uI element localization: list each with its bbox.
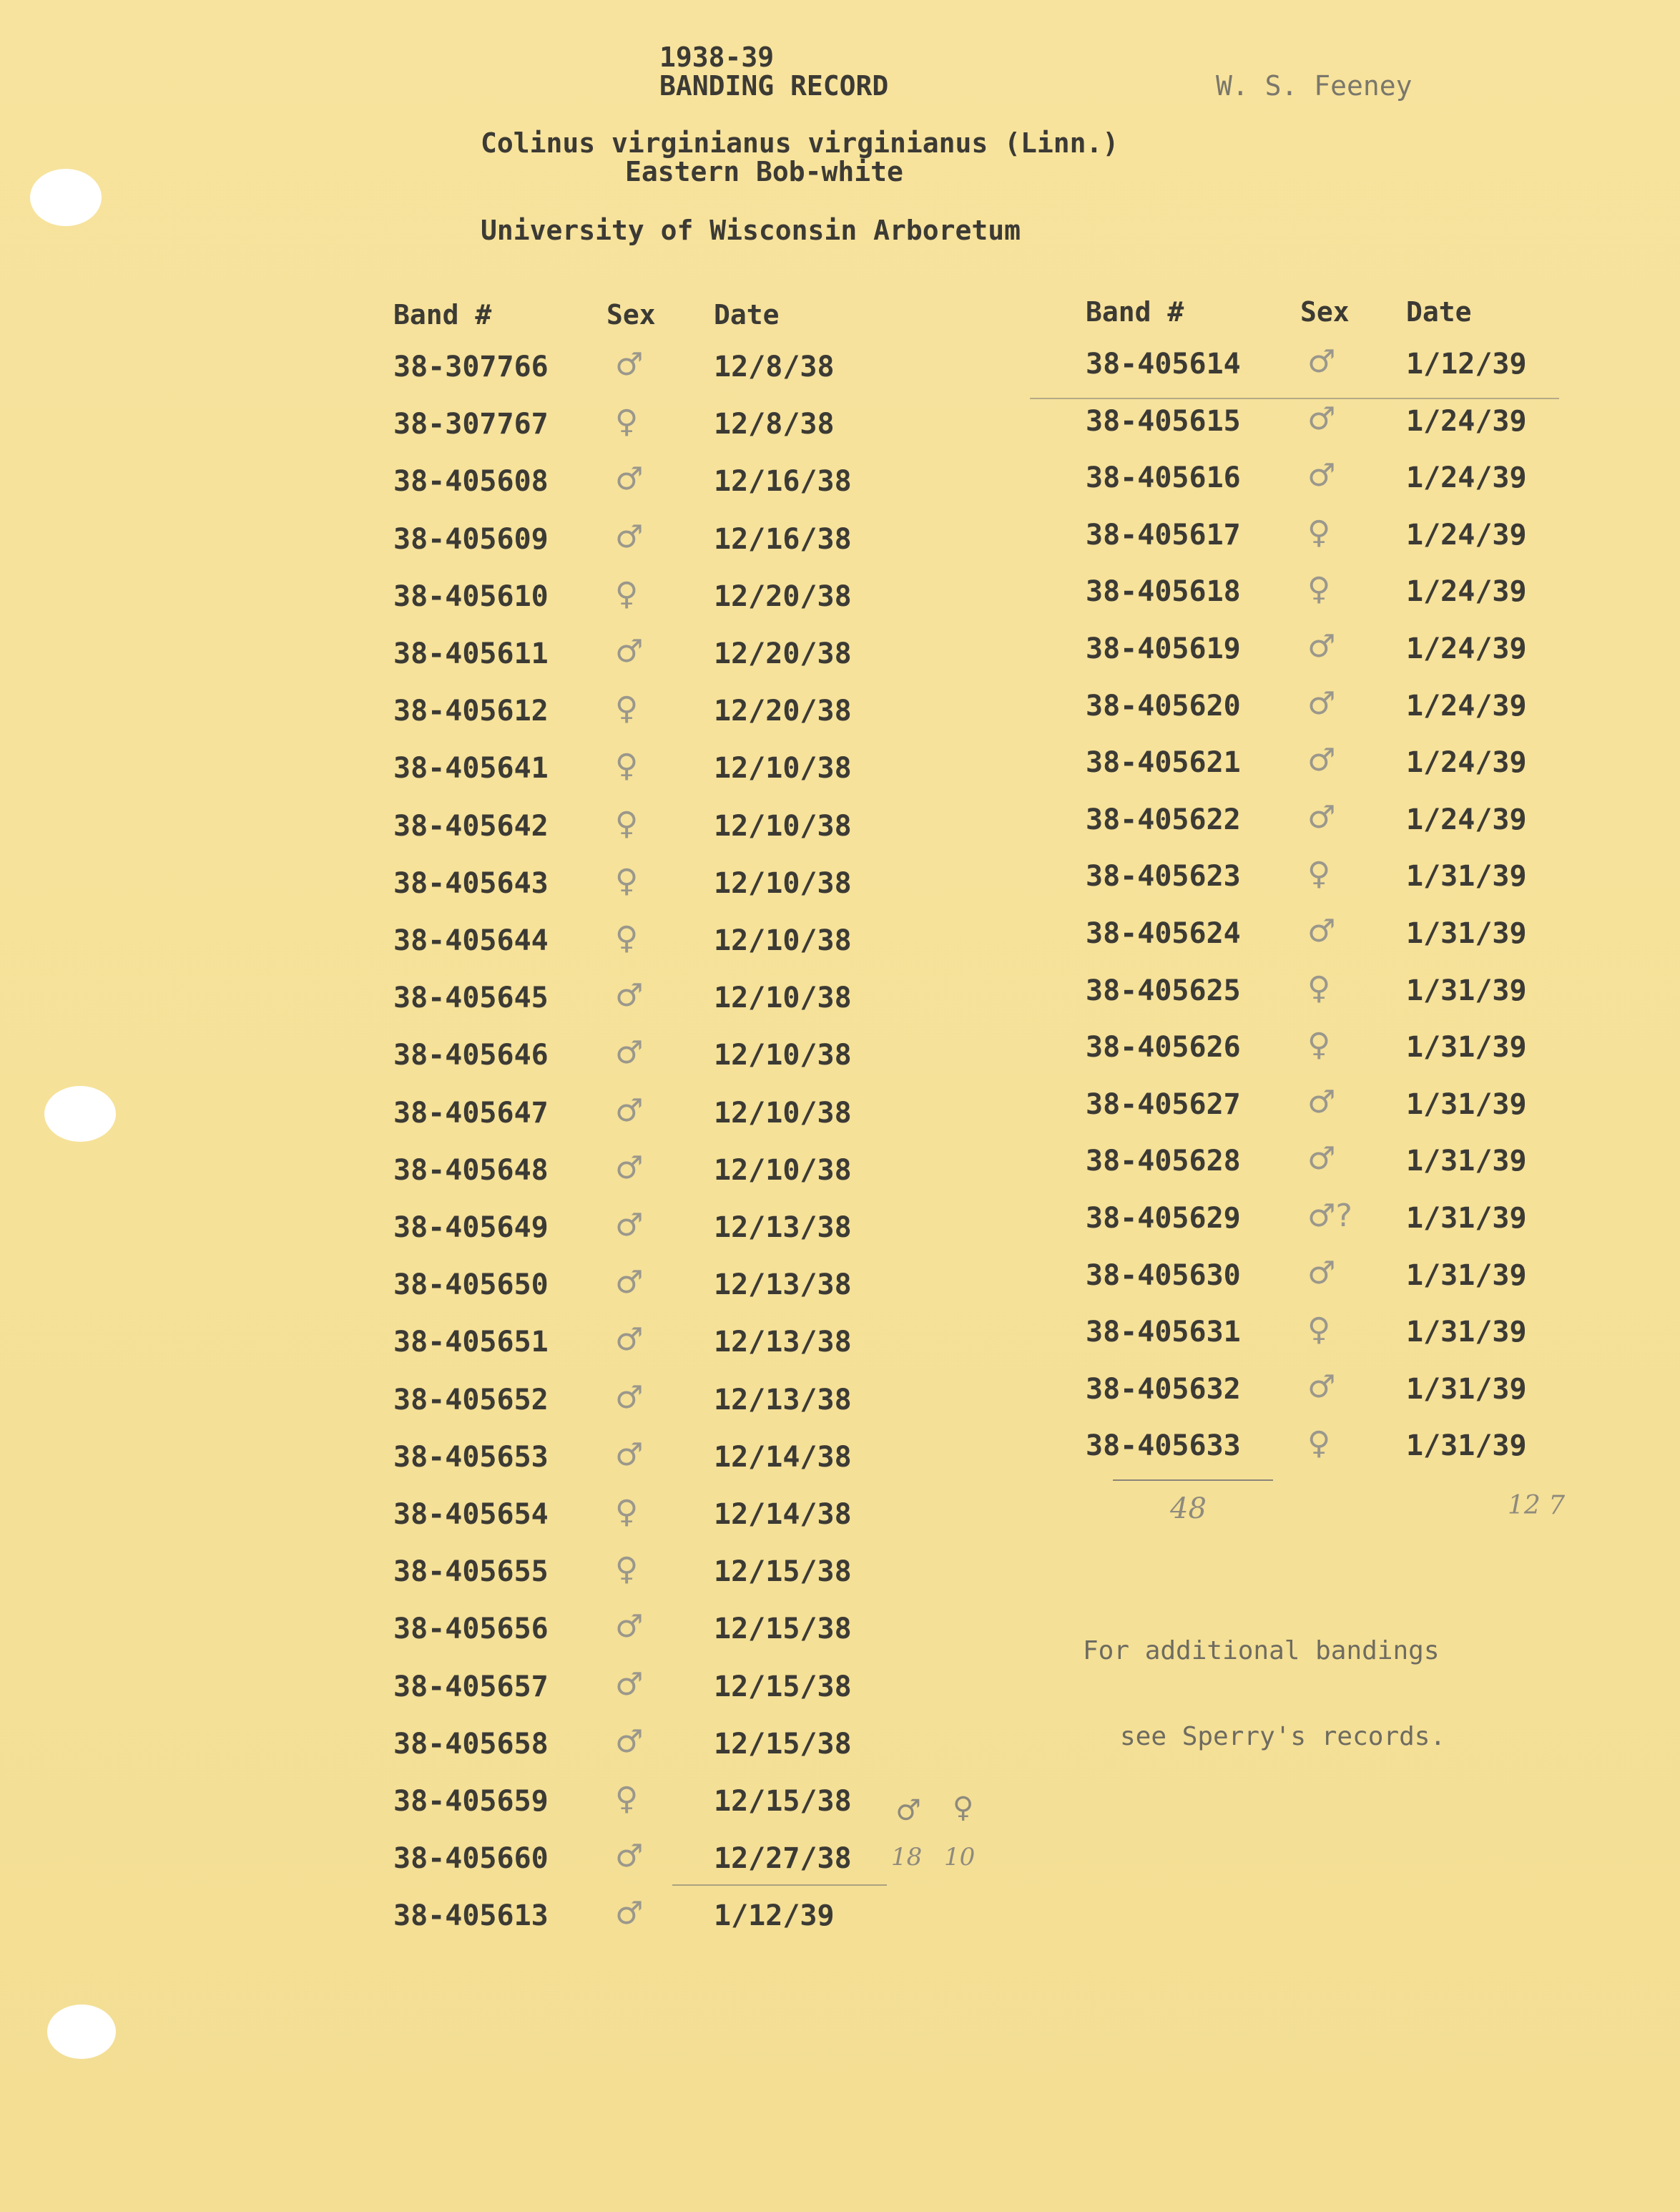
band-number: 38-405621	[1086, 746, 1241, 780]
punch-hole-middle	[44, 1086, 116, 1142]
table-row	[393, 1494, 894, 1541]
sex-symbol: ♀	[615, 575, 639, 612]
table-row	[1086, 457, 1586, 504]
table-row	[393, 1895, 894, 1942]
banding-date: 1/24/39	[1406, 518, 1527, 552]
left-bottom-rule	[672, 1884, 887, 1886]
banding-date: 12/15/38	[714, 1727, 852, 1761]
banding-date: 12/8/38	[714, 408, 835, 441]
banding-date: 12/20/38	[714, 637, 852, 670]
sex-symbol: ♂	[615, 1149, 644, 1186]
table-row	[1086, 628, 1586, 675]
table-row	[1086, 1368, 1586, 1416]
sex-symbol: ♂	[1307, 400, 1336, 437]
banding-date: 12/13/38	[714, 1383, 852, 1416]
sex-symbol: ♂	[1307, 1083, 1336, 1120]
sex-symbol: ♂	[615, 633, 644, 670]
sex-symbol: ♀	[615, 862, 639, 899]
institution: University of Wisconsin Arboretum	[481, 215, 1021, 246]
banding-date: 12/10/38	[714, 1153, 852, 1187]
table-row	[1086, 1198, 1586, 1245]
table-row	[393, 1149, 894, 1197]
header-author: W. S. Feeney	[1216, 70, 1413, 102]
table-row	[393, 1264, 894, 1311]
sex-symbol: ♂	[615, 1723, 644, 1760]
table-row	[1086, 571, 1586, 618]
banding-date: 1/31/39	[1406, 1031, 1527, 1065]
sex-symbol: ♀	[615, 1781, 639, 1817]
band-number: 38-307766	[393, 351, 549, 383]
sex-symbol: ♂	[615, 1608, 644, 1645]
banding-date: 12/15/38	[714, 1612, 852, 1646]
table-row	[1086, 1254, 1586, 1302]
sex-symbol: ♂	[1307, 457, 1336, 494]
table-row	[1086, 742, 1586, 789]
banding-date: 1/31/39	[1406, 1429, 1527, 1463]
sex-symbol: ♀	[1307, 571, 1331, 608]
species-common: Eastern Bob-white	[625, 156, 903, 187]
banding-date: 1/24/39	[1406, 632, 1527, 665]
sex-symbol: ♂	[1307, 1368, 1336, 1405]
band-number: 38-307767	[393, 408, 549, 441]
right-column	[1086, 296, 1586, 1512]
band-number: 38-405624	[1086, 917, 1241, 950]
right-header-band: Band #	[1086, 296, 1184, 328]
band-number: 38-405655	[393, 1555, 549, 1589]
band-number: 38-405657	[393, 1670, 549, 1703]
table-row	[393, 1665, 894, 1713]
banding-date: 12/10/38	[714, 809, 852, 843]
left-header-sex: Sex	[606, 299, 656, 331]
underline-right-first-row	[1030, 398, 1559, 399]
sex-symbol: ♀	[1307, 969, 1331, 1007]
band-number: 38-405615	[1086, 404, 1241, 438]
table-row	[1086, 514, 1586, 562]
band-number: 38-405652	[393, 1383, 549, 1416]
banding-date: 12/16/38	[714, 522, 852, 556]
header-year: 1938-39	[659, 41, 775, 73]
table-row	[393, 1207, 894, 1254]
sex-symbol: ♀	[1307, 1425, 1331, 1462]
banding-date: 12/14/38	[714, 1440, 852, 1474]
band-number: 38-405611	[393, 637, 549, 670]
table-row	[1086, 1311, 1586, 1359]
sex-symbol: ♀	[615, 1551, 639, 1588]
table-row	[1086, 400, 1586, 448]
banding-date: 1/31/39	[1406, 1258, 1527, 1292]
table-row	[393, 920, 894, 967]
banding-date: 12/15/38	[714, 1555, 852, 1589]
additional-bandings-note	[1083, 1580, 1445, 1809]
total-count: 48	[1170, 1492, 1207, 1525]
note-line-1: For additional bandings	[1083, 1636, 1440, 1665]
band-number: 38-405660	[393, 1842, 549, 1876]
table-row	[393, 805, 894, 853]
left-column	[393, 299, 894, 1944]
band-number: 38-405628	[1086, 1145, 1241, 1178]
band-number: 38-405629	[1086, 1202, 1241, 1235]
banding-date: 12/13/38	[714, 1211, 852, 1244]
sex-symbol: ♂	[1307, 685, 1336, 722]
table-row	[393, 346, 894, 393]
table-row	[393, 1781, 894, 1828]
right-margin-note: 12 7	[1508, 1491, 1566, 1520]
banding-date: 1/31/39	[1406, 1087, 1527, 1121]
sex-symbol: ♂	[1307, 742, 1336, 779]
band-number: 38-405625	[1086, 974, 1241, 1007]
band-number: 38-405651	[393, 1326, 549, 1359]
table-row	[393, 1838, 894, 1885]
band-number: 38-405619	[1086, 632, 1241, 665]
sex-symbol: ♂	[615, 1321, 644, 1359]
table-row	[1086, 685, 1586, 733]
band-number: 38-405631	[1086, 1316, 1241, 1349]
banding-date: 12/10/38	[714, 1096, 852, 1130]
banding-date: 12/20/38	[714, 579, 852, 613]
banding-date: 12/8/38	[714, 351, 835, 383]
band-number: 38-405650	[393, 1268, 549, 1302]
table-row	[393, 518, 894, 566]
band-number: 38-405608	[393, 465, 549, 499]
banding-date: 12/27/38	[714, 1842, 852, 1876]
banding-date: 12/10/38	[714, 924, 852, 957]
banding-date: 12/15/38	[714, 1785, 852, 1818]
table-row	[393, 461, 894, 508]
table-row	[393, 862, 894, 910]
table-row	[1086, 1140, 1586, 1188]
band-number: 38-405647	[393, 1096, 549, 1130]
band-number: 38-405656	[393, 1612, 549, 1646]
sex-symbol: ♂?	[1307, 1198, 1352, 1234]
band-number: 38-405627	[1086, 1087, 1241, 1121]
table-row	[393, 1092, 894, 1140]
banding-date: 12/15/38	[714, 1670, 852, 1703]
band-number: 38-405623	[1086, 860, 1241, 894]
banding-date: 1/31/39	[1406, 974, 1527, 1007]
table-row	[393, 748, 894, 795]
band-number: 38-405645	[393, 982, 549, 1015]
right-header-sex: Sex	[1300, 296, 1350, 328]
band-number: 38-405654	[393, 1498, 549, 1531]
banding-date: 1/31/39	[1406, 860, 1527, 894]
sex-symbol: ♂	[615, 1665, 644, 1703]
sex-symbol: ♂	[1307, 628, 1336, 665]
sex-symbol: ♂	[615, 1838, 644, 1875]
sex-symbol: ♂	[615, 346, 644, 383]
table-row	[1086, 798, 1586, 846]
banding-date: 1/24/39	[1406, 404, 1527, 438]
banding-date: 1/24/39	[1406, 689, 1527, 723]
table-row	[393, 1608, 894, 1655]
sex-symbol: ♀	[1307, 514, 1331, 551]
table-row	[1086, 856, 1586, 903]
sex-symbol: ♀	[615, 1494, 639, 1530]
sex-symbol: ♂	[1307, 913, 1336, 949]
banding-date: 1/24/39	[1406, 803, 1527, 836]
band-number: 38-405659	[393, 1785, 549, 1818]
band-number: 38-405622	[1086, 803, 1241, 836]
sex-symbol: ♀	[1307, 856, 1331, 893]
table-row	[1086, 1425, 1586, 1472]
table-row	[1086, 343, 1586, 391]
banding-date: 1/31/39	[1406, 1202, 1527, 1235]
banding-date: 1/31/39	[1406, 1145, 1527, 1178]
table-row	[393, 575, 894, 623]
band-number: 38-405641	[393, 752, 549, 786]
sex-symbol: ♀	[615, 403, 639, 441]
punch-hole-top	[30, 169, 102, 226]
total-rule	[1113, 1479, 1273, 1481]
band-number: 38-405649	[393, 1211, 549, 1244]
table-row	[393, 403, 894, 451]
band-number: 38-405658	[393, 1727, 549, 1761]
banding-date: 1/31/39	[1406, 917, 1527, 950]
band-number: 38-405643	[393, 866, 549, 900]
tally-female-count: 10	[944, 1843, 976, 1871]
tally-male-symbol: ♂	[895, 1794, 921, 1827]
table-row	[393, 1551, 894, 1598]
sex-symbol: ♂	[615, 977, 644, 1014]
banding-date: 1/24/39	[1406, 575, 1527, 609]
note-line-2: see Sperry's records.	[1120, 1722, 1446, 1751]
sex-symbol: ♂	[615, 461, 644, 498]
table-row	[393, 690, 894, 738]
table-row	[1086, 913, 1586, 960]
banding-date: 12/13/38	[714, 1268, 852, 1302]
sex-symbol: ♀	[1307, 1311, 1331, 1349]
sex-symbol: ♂	[1307, 798, 1336, 836]
sex-symbol: ♂	[615, 1264, 644, 1301]
banding-date: 1/24/39	[1406, 461, 1527, 495]
header-title: BANDING RECORD	[659, 70, 889, 102]
banding-date: 12/20/38	[714, 695, 852, 728]
band-number: 38-405653	[393, 1440, 549, 1474]
sex-symbol: ♀	[615, 920, 639, 956]
species-latin: Colinus virginianus virginianus (Linn.)	[481, 127, 1119, 159]
band-number: 38-405632	[1086, 1372, 1241, 1406]
table-row	[393, 1436, 894, 1484]
right-header-date: Date	[1406, 296, 1472, 328]
sex-symbol: ♂	[615, 1207, 644, 1243]
banding-date: 1/12/39	[1406, 348, 1527, 381]
punch-hole-bottom	[47, 2005, 116, 2059]
table-row	[1086, 1083, 1586, 1131]
band-number: 38-405613	[393, 1899, 549, 1933]
left-header-band: Band #	[393, 299, 492, 331]
table-row	[393, 1723, 894, 1771]
table-row	[393, 633, 894, 680]
banding-date: 12/10/38	[714, 1039, 852, 1072]
banding-date: 12/10/38	[714, 982, 852, 1015]
banding-date: 1/12/39	[714, 1899, 835, 1933]
tally-male-count: 18	[891, 1843, 923, 1871]
band-number: 38-405617	[1086, 518, 1241, 552]
band-number: 38-405614	[1086, 348, 1241, 381]
sex-symbol: ♀	[615, 690, 639, 728]
table-row	[1086, 969, 1586, 1017]
band-number: 38-405626	[1086, 1031, 1241, 1065]
band-number: 38-405616	[1086, 461, 1241, 495]
band-number: 38-405618	[1086, 575, 1241, 609]
table-row	[393, 1321, 894, 1369]
band-number: 38-405648	[393, 1153, 549, 1187]
sex-symbol: ♂	[615, 1034, 644, 1072]
sex-symbol: ♂	[615, 1895, 644, 1932]
banding-date: 12/14/38	[714, 1498, 852, 1531]
banding-date: 12/13/38	[714, 1326, 852, 1359]
left-header-date: Date	[714, 299, 780, 331]
table-row	[393, 977, 894, 1024]
banding-date: 1/31/39	[1406, 1316, 1527, 1349]
sex-symbol: ♂	[1307, 343, 1336, 380]
sex-symbol: ♂	[615, 1379, 644, 1416]
sex-symbol: ♂	[1307, 1254, 1336, 1291]
band-number: 38-405630	[1086, 1258, 1241, 1292]
band-number: 38-405609	[393, 522, 549, 556]
banding-date: 12/10/38	[714, 752, 852, 786]
table-row	[393, 1034, 894, 1082]
band-number: 38-405646	[393, 1039, 549, 1072]
sex-symbol: ♂	[615, 1092, 644, 1129]
banding-date: 12/10/38	[714, 866, 852, 900]
table-row	[1086, 1027, 1586, 1074]
sex-symbol: ♂	[1307, 1140, 1336, 1178]
table-row	[393, 1379, 894, 1426]
banding-date: 1/31/39	[1406, 1372, 1527, 1406]
band-number: 38-405642	[393, 809, 549, 843]
sex-symbol: ♂	[615, 518, 644, 555]
sex-symbol: ♀	[615, 805, 639, 842]
sex-symbol: ♂	[615, 1436, 644, 1473]
band-number: 38-405633	[1086, 1429, 1241, 1463]
banding-date: 12/16/38	[714, 465, 852, 499]
band-number: 38-405612	[393, 695, 549, 728]
band-number: 38-405620	[1086, 689, 1241, 723]
band-number: 38-405610	[393, 579, 549, 613]
tally-female-symbol: ♀	[953, 1791, 974, 1824]
banding-date: 1/24/39	[1406, 746, 1527, 780]
band-number: 38-405644	[393, 924, 549, 957]
sex-symbol: ♀	[1307, 1027, 1331, 1064]
sex-symbol: ♀	[615, 748, 639, 785]
